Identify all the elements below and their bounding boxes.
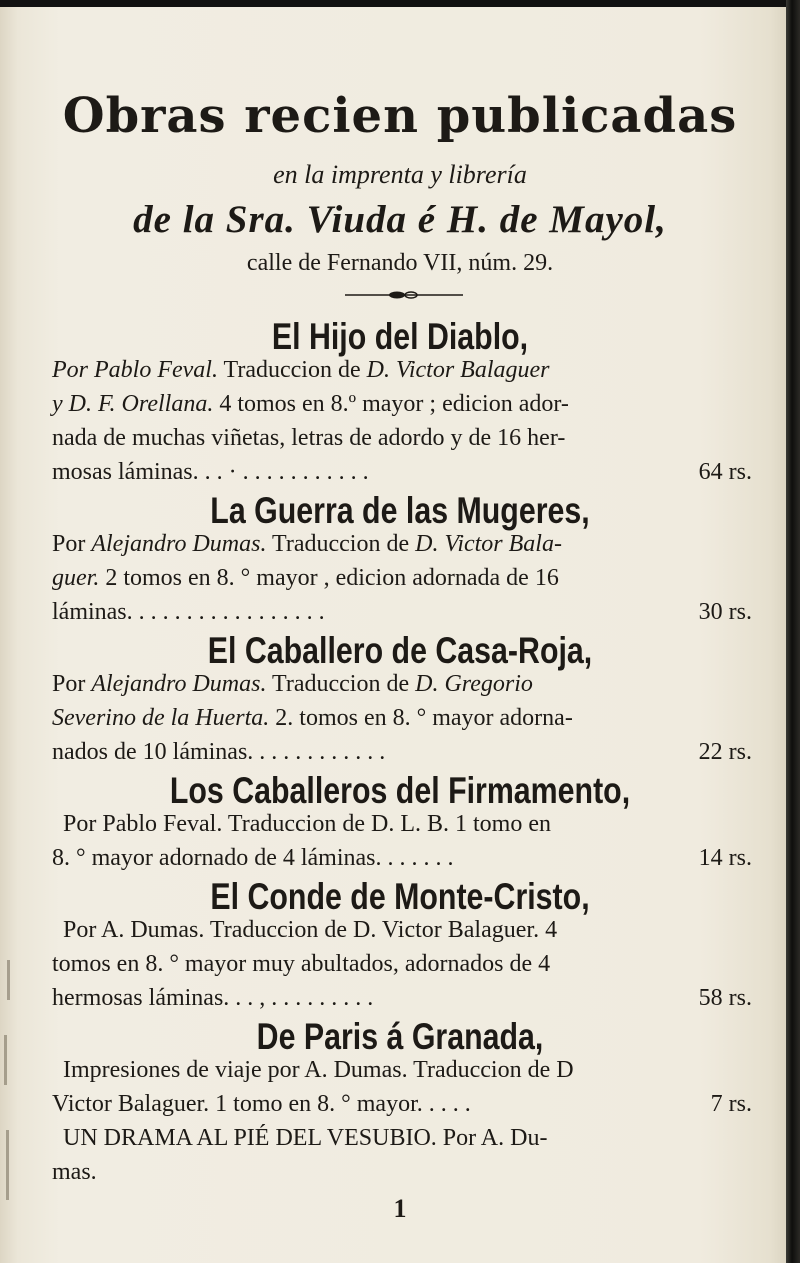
entry-price-line (52, 845, 752, 872)
book-title: De Paris á Granada, (256, 1016, 544, 1057)
entry-line (52, 357, 752, 384)
price: 58 rs. (698, 985, 752, 1011)
entry-text: Por A. Dumas. Traduccion de D. Victor Balaguer. 4 (63, 917, 558, 943)
publisher-name: de la Sra. Viuda é H. de Mayol, (133, 198, 667, 241)
subheading: en la imprenta y librería (273, 160, 527, 189)
margin-stain (7, 960, 10, 1000)
entry-price-line (52, 459, 752, 486)
entry-price-line (52, 985, 752, 1012)
entry-text: Traduccion de (217, 357, 367, 383)
price: 14 rs. (698, 845, 752, 871)
entry-line (52, 565, 752, 592)
entry-translator: D. Victor Balaguer (366, 357, 550, 383)
entry-translator: Severino de la Huerta. (52, 705, 270, 731)
book-title: El Conde de Monte-Cristo, (210, 876, 590, 917)
entry-text: Por (52, 531, 92, 557)
entry-line (52, 531, 752, 558)
gothic-heading: Obras recien publicadas (62, 88, 738, 144)
entry-line (52, 671, 752, 698)
entry-text: Por (52, 671, 92, 697)
entry-text: mas. (52, 1159, 97, 1185)
entry-text: Victor Balaguer. 1 tomo en 8. ° mayor. . . . . (52, 1091, 471, 1117)
book-title: Los Caballeros del Firmamento, (169, 770, 631, 811)
entry-text: hermosas láminas. . . , . . . . . . . . . (52, 985, 374, 1011)
entry-author: Por Pablo Feval. (52, 357, 218, 383)
entry-text: Por Pablo Feval. Traduccion de D. L. B. 1 tomo en (63, 811, 551, 837)
margin-stain (4, 1035, 7, 1085)
price: 64 rs. (698, 459, 752, 485)
entry-text: 2. tomos en 8. ° mayor adorna- (269, 705, 573, 731)
entry-text: nada de muchas viñetas, letras de adordo y de 16 her- (52, 425, 566, 451)
price: 22 rs. (698, 739, 752, 765)
entry-text: UN DRAMA AL PIÉ DEL VESUBIO. Por A. Du- (63, 1125, 548, 1151)
book-title: El Hijo del Diablo, (271, 316, 529, 357)
entry-translator: y D. F. Orellana. (52, 391, 214, 417)
entry-author: Alejandro Dumas. (91, 531, 267, 557)
entry-price-line (52, 1091, 752, 1118)
entry-text: Traduccion de (266, 671, 416, 697)
price: 7 rs. (710, 1091, 752, 1117)
entry-line (52, 391, 752, 418)
entry-price-line (52, 739, 752, 766)
publisher-address: calle de Fernando VII, núm. 29. (246, 250, 554, 276)
entry-text: 4 tomos en 8.º mayor ; edicion ador- (213, 391, 569, 417)
entry-price-line (52, 599, 752, 626)
entry-line (52, 705, 752, 732)
margin-stain (6, 1130, 9, 1200)
entry-text: tomos en 8. ° mayor muy abultados, adornados de 4 (52, 951, 551, 977)
entry-text: 8. ° mayor adornado de 4 láminas. . . . . . . (52, 845, 454, 871)
book-title: El Caballero de Casa-Roja, (207, 630, 593, 671)
entry-text: láminas. . . . . . . . . . . . . . . . . (52, 599, 325, 625)
page-number: 1 (393, 1194, 407, 1223)
entry-author: Alejandro Dumas. (91, 671, 267, 697)
price: 30 rs. (698, 599, 752, 625)
ornament-rule (345, 290, 463, 300)
entry-text: nados de 10 láminas. . . . . . . . . . . . (52, 739, 386, 765)
entry-translator: D. Victor Bala- (415, 531, 562, 557)
entry-text: 2 tomos en 8. ° mayor , edicion adornada de 16 (99, 565, 559, 591)
book-title: La Guerra de las Mugeres, (210, 490, 590, 531)
entry-translator: D. Gregorio (415, 671, 533, 697)
entry-text: mosas láminas. . . · . . . . . . . . . . . (52, 459, 369, 485)
entry-translator: guer. (52, 565, 100, 591)
entry-text: Impresiones de viaje por A. Dumas. Traduccion de D (63, 1057, 574, 1083)
entry-text: Traduccion de (266, 531, 416, 557)
page-top-edge (0, 0, 800, 7)
